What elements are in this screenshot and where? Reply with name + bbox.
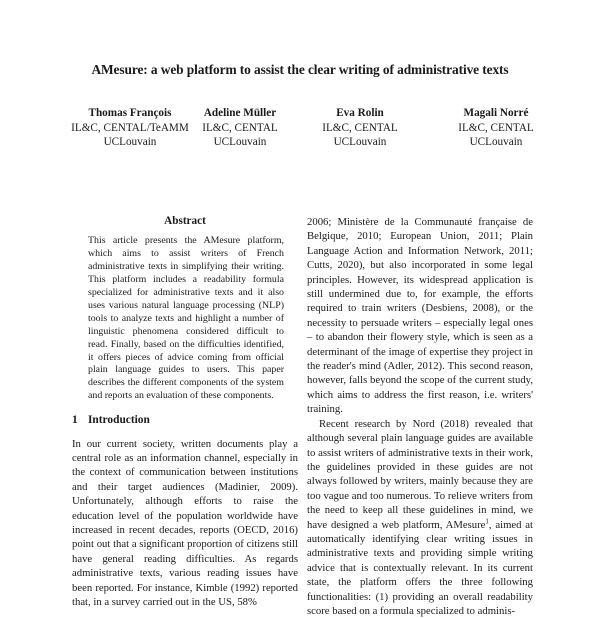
paper-title: AMesure: a web platform to assist the clear writing of administrative texts	[91, 62, 509, 77]
section-title: Introduction	[88, 414, 150, 427]
author-block	[186, 106, 294, 150]
author-institution: UCLouvain	[469, 136, 523, 149]
author-name: Eva Rolin	[336, 107, 384, 119]
paragraph-text: Recent research by Nord (2018) revealed that although several plain language guides are available to assist writers of administrative texts in their work, the guidelines provided in these guides are not always followed by writers, mainly because they are too vague and too numerous. To relieve writers from the need to keep all these guidelines in mind, we have designed a web platform, AMesure	[307, 417, 533, 531]
author-institution: UCLouvain	[333, 136, 387, 149]
footnote-mark[interactable]: 1	[485, 516, 489, 525]
author-block	[436, 106, 556, 150]
body-paragraph: In our current society, written documents play a central role as an information channel, especially in the context of communication between institutions and their target audiences (Madinier, 2009). Unfortunately, although efforts to raise the education level of the population worldwide have increased in recent decades, reports (OECD, 2016) point out that a significant proportion of citizens still have general reading difficulties. As regards administrative texts, various reading issues have been reported. For instance, Kimble (1992) reported that, in a survey carried out in the US, 58%	[72, 437, 298, 609]
author-name: Adeline Müller	[203, 107, 277, 119]
body-paragraph	[307, 417, 533, 618]
author-name: Thomas François	[88, 107, 172, 119]
section-heading	[72, 413, 298, 427]
abstract-heading: Abstract	[164, 215, 206, 227]
author-institution: UCLouvain	[103, 136, 157, 149]
author-affiliation: IL&C, CENTAL	[202, 121, 278, 134]
section-number: 1	[72, 414, 78, 427]
right-column	[307, 215, 533, 618]
left-column	[72, 214, 298, 609]
author-affiliation: IL&C, CENTAL/TeAMM	[71, 121, 189, 134]
author-block	[305, 106, 415, 150]
abstract-text: This article presents the AMesure platform, which aims to assist writers of French administrative texts in simplifying their writing. This platform includes a readability formula specialized for administrative texts and it also uses various natural language processing (NLP) tools to analyze texts and highlight a number of linguistic phenomena considered difficult to read. Finally, based on the difficulties identified, it offers pieces of advice coming from official plain language guides to users. This paper describes the different components of the system and reports an evaluation of these components.	[88, 235, 284, 402]
author-affiliation: IL&C, CENTAL	[458, 121, 534, 134]
author-affiliation: IL&C, CENTAL	[322, 121, 398, 134]
author-name: Magali Norré	[463, 107, 529, 119]
paragraph-text: , aimed at automatically identifying clear writing issues in administrative texts and providing simple writing advice that is contextually relevant. In its current state, the platform offers the three following functionalities: (1) providing an overall readability score based on a formula specialized to adminis-	[307, 518, 533, 617]
author-institution: UCLouvain	[213, 136, 267, 149]
body-paragraph: 2006; Ministère de la Communauté française de Belgique, 2010; European Union, 2011; Plain Language Action and Information Network, 2011; Cutts, 2020), but also incorporated in some legal principles. However, its widespread application is still undermined due to, for example, the efforts required to train writers (Desbiens, 2008), or the necessity to persuade writers – especially legal ones – to abandon their flowery style, which is seen as a determinant of the image of expertise they project in the reader's mind (Adler, 2012). This second reason, however, falls beyond the scope of the current study, which aims to address the first reason, i.e. writers' training.	[307, 216, 533, 416]
